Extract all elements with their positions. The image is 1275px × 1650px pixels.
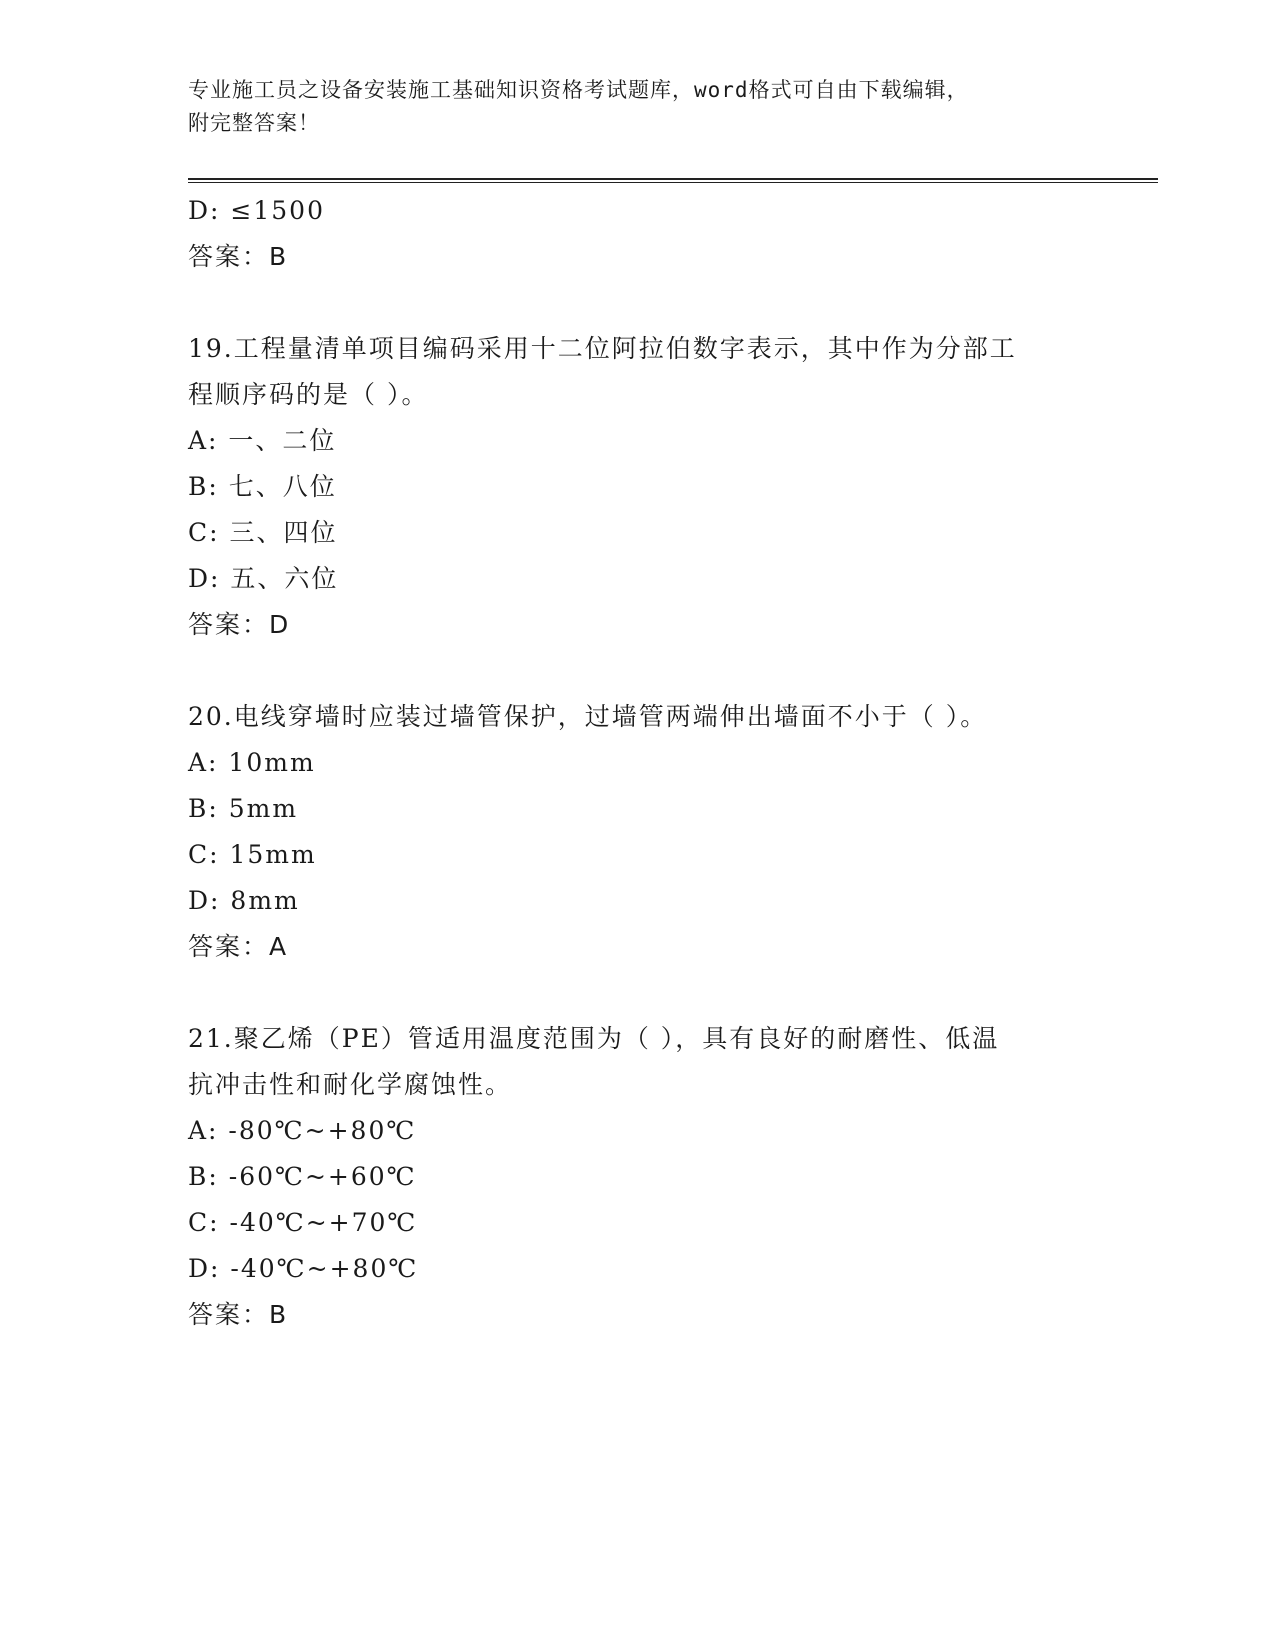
document-header: [188, 74, 1068, 140]
answer-line: 答案：B: [188, 1300, 289, 1329]
question-19: [188, 326, 1088, 648]
option-a: A: 10mm: [188, 748, 316, 777]
option-b: B: 七、八位: [188, 472, 337, 501]
option-a: A: -80℃~+80℃: [188, 1116, 417, 1145]
question-21: [188, 1016, 1088, 1338]
option-b: B: -60℃~+60℃: [188, 1162, 417, 1191]
spacer: [188, 970, 1088, 1016]
option-a: A: 一、二位: [188, 426, 337, 455]
header-divider: [188, 178, 1158, 183]
question-20: [188, 694, 1088, 970]
option-d: D: 五、六位: [188, 564, 339, 593]
answer-line: 答案：B: [188, 242, 289, 271]
question-stem-line-2: 程顺序码的是（ ）。: [188, 380, 429, 409]
spacer: [188, 648, 1088, 694]
answer-line: 答案：D: [188, 610, 291, 639]
question-stem-line-2: 抗冲击性和耐化学腐蚀性。: [188, 1070, 513, 1099]
previous-question-tail: [188, 188, 1088, 280]
option-c: C: 三、四位: [188, 518, 338, 547]
option-d: D: ≤1500: [188, 196, 325, 225]
option-b: B: 5mm: [188, 794, 299, 823]
question-stem-line-1: 21.聚乙烯（PE）管适用温度范围为（ ），具有良好的耐磨性、低温: [188, 1024, 1000, 1053]
option-d: D: 8mm: [188, 886, 300, 915]
question-stem-line-1: 20.电线穿墙时应装过墙管保护，过墙管两端伸出墙面不小于（ ）。: [188, 702, 988, 731]
question-stem-line-1: 19.工程量清单项目编码采用十二位阿拉伯数字表示，其中作为分部工: [188, 334, 1017, 363]
document-body: [188, 188, 1088, 1338]
option-d: D: -40℃~+80℃: [188, 1254, 419, 1283]
header-line-1: 专业施工员之设备安装施工基础知识资格考试题库，word格式可自由下载编辑，: [188, 78, 969, 102]
option-c: C: 15mm: [188, 840, 317, 869]
header-line-2: 附完整答案！: [188, 111, 320, 135]
answer-line: 答案：A: [188, 932, 289, 961]
spacer: [188, 280, 1088, 326]
option-c: C: -40℃~+70℃: [188, 1208, 418, 1237]
